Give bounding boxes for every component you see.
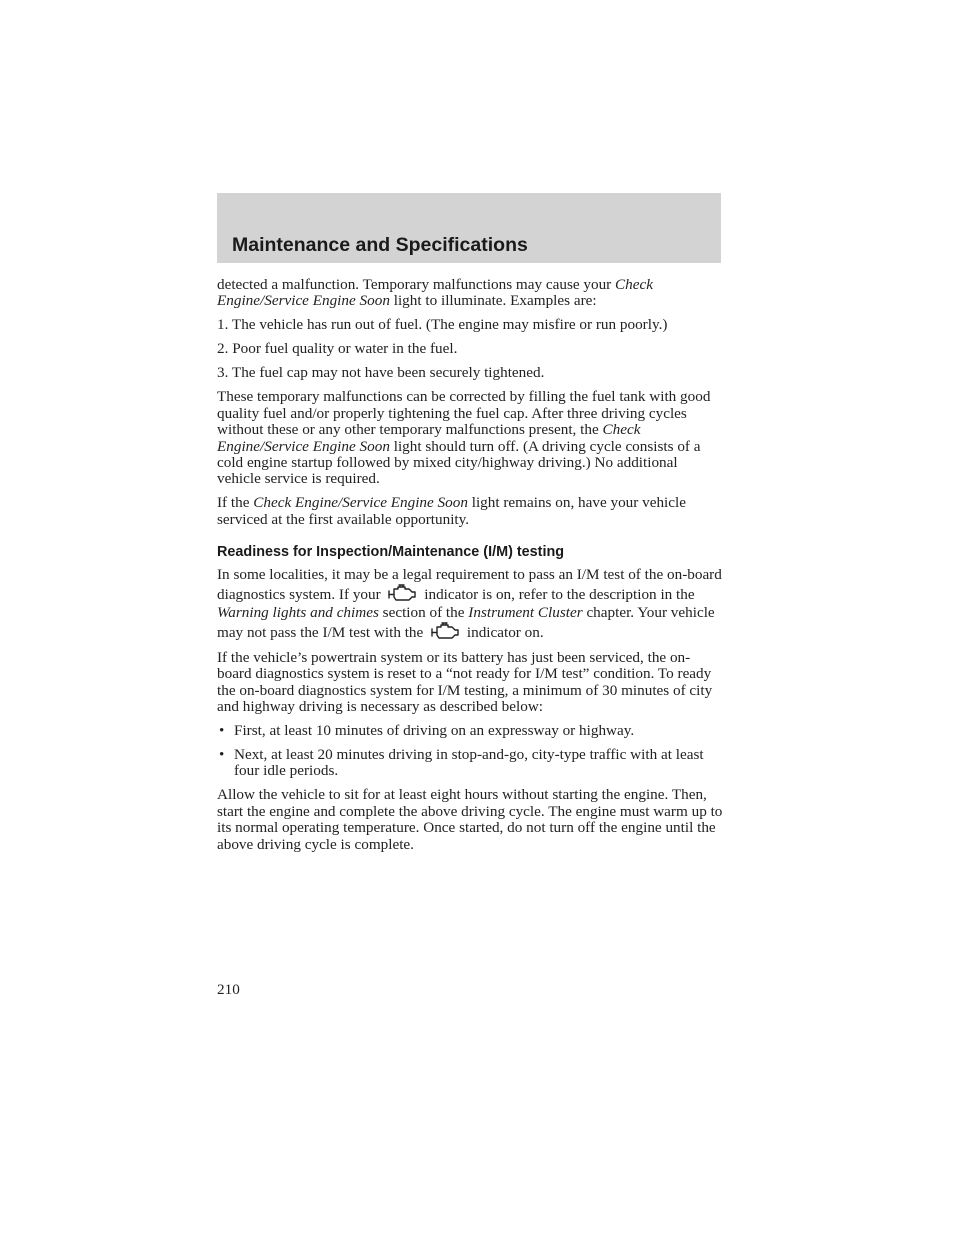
list-item: 1. The vehicle has run out of fuel. (The engine may misfire or run poorly.) xyxy=(217,316,668,334)
bullet-list-driving xyxy=(217,723,723,780)
section-header-band xyxy=(217,193,721,263)
text-run: detected a malfunction. Temporary malfunctions may cause your xyxy=(217,276,616,293)
emphasis-warning-lights: Warning lights and chimes xyxy=(217,604,379,622)
text-run: chapter. Your vehicle may not pass the I/M test with the xyxy=(217,604,715,642)
bullet-text: First, at least 10 minutes of driving on an expressway or highway. xyxy=(234,722,635,740)
paragraph-im-testing xyxy=(217,566,723,642)
emphasis-check-engine: Check Engine/Service Engine Soon xyxy=(217,421,641,455)
paragraph-temporary-malfunctions xyxy=(217,389,723,487)
bullet-dot: • xyxy=(219,746,225,764)
page-body xyxy=(217,277,723,861)
list-item: 2. Poor fuel quality or water in the fuel. xyxy=(217,340,458,358)
check-engine-icon xyxy=(429,622,461,640)
text-run: light to illuminate. Examples are: xyxy=(389,292,597,310)
text-run: These temporary malfunctions can be corrected by filling the fuel tank with good quality fuel and/or properly tightening the fuel cap. After three driving cycles without these or any other temporary malfunctions present, the xyxy=(217,388,711,439)
text-run: indicator on. xyxy=(463,624,544,642)
emphasis-check-engine: Check Engine/Service Engine Soon xyxy=(217,276,653,310)
text-run: indicator is on, refer to the description in the xyxy=(420,586,695,604)
check-engine-icon xyxy=(386,584,418,602)
list-item xyxy=(217,747,723,780)
text-run: light should turn off. (A driving cycle consists of a cold engine startup followed by mixed city/highway driving.) No additional vehicle service is required. xyxy=(217,437,701,488)
text-run: light remains on, have your vehicle serviced at the first available opportunity. xyxy=(217,494,686,528)
page-title: Maintenance and Specifications xyxy=(232,234,528,256)
emphasis-instrument-cluster: Instrument Cluster xyxy=(468,604,583,622)
paragraph-light-remains-on xyxy=(217,495,723,528)
list-item xyxy=(217,723,723,739)
section-heading-readiness: Readiness for Inspection/Maintenance (I/M) testing xyxy=(217,544,565,561)
text-run: In some localities, it may be a legal requirement to pass an I/M test of the on-board diagnostics system. If your xyxy=(217,566,722,604)
text-run: section of the xyxy=(378,604,469,622)
page-number: 210 xyxy=(217,981,240,998)
bullet-text: Next, at least 20 minutes driving in stop-and-go, city-type traffic with at least four idle periods. xyxy=(234,746,704,780)
text-run: If the xyxy=(217,494,254,512)
paragraph-allow-vehicle-sit: Allow the vehicle to sit for at least eight hours without starting the engine. Then, start the engine and complete the above driving cycle. The engine must warm up to its normal operating temperature. Once started, do not turn off the engine until the above driving cycle is complete. xyxy=(217,786,723,853)
list-item: 3. The fuel cap may not have been securely tightened. xyxy=(217,364,545,382)
paragraph-powertrain-reset: If the vehicle’s powertrain system or its battery has just been serviced, the on-board diagnostics system is reset to a “not ready for I/M test” condition. To ready the on-board diagnostics system for I/M testing, a minimum of 30 minutes of city and highway driving is necessary as described below: xyxy=(217,648,713,716)
bullet-dot: • xyxy=(219,722,225,740)
emphasis-check-engine: Check Engine/Service Engine Soon xyxy=(253,494,468,512)
paragraph-malfunction-intro xyxy=(217,277,723,310)
